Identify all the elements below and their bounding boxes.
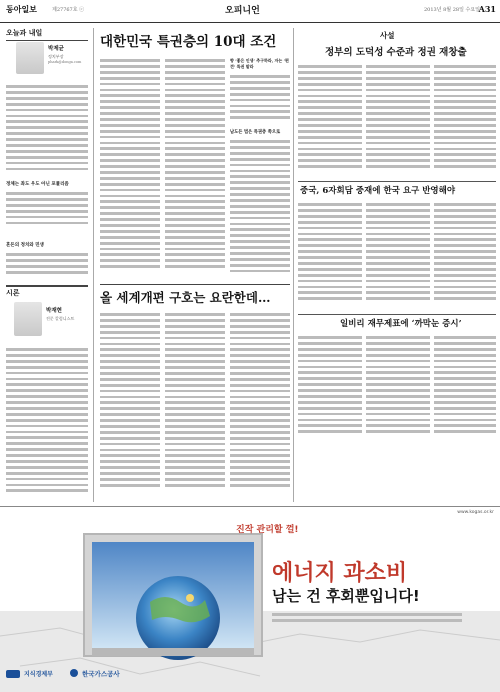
today-subhead: 정체는 좌도 우도 아닌 포퓰리즘	[6, 182, 69, 187]
ad-headline: 에너지 과소비	[272, 561, 408, 586]
today-body-1	[6, 82, 88, 177]
editorial2-col3	[434, 200, 496, 310]
article1-col3a	[230, 72, 290, 124]
editorial3-col3	[434, 333, 496, 445]
today-subhead-2: 혼돈의 정치와 민생	[6, 243, 44, 248]
ad-slogan: 진작 관리할 껄!	[236, 525, 299, 535]
article1-subhead-1: 향 ‘좋은 인생’ 추구하라, 자는 ‘편견’ 특권 말라	[230, 58, 289, 69]
page-header	[0, 0, 500, 23]
editorial1-col3	[434, 62, 496, 177]
editorial-divider-1	[298, 181, 496, 182]
today-body-3	[6, 250, 88, 280]
editorial2-col1	[298, 200, 362, 310]
editorial2-col2	[366, 200, 430, 310]
today-column	[6, 28, 88, 64]
ad-body	[272, 610, 462, 628]
article2-col3	[230, 310, 290, 500]
ad-sponsors	[6, 666, 146, 686]
columnist-name: 박재현	[46, 308, 62, 314]
column-body	[6, 345, 88, 500]
column-divider	[6, 285, 88, 287]
article1-col3b	[230, 137, 290, 281]
ad-frame-base	[92, 648, 254, 656]
column-label: 시론	[6, 288, 20, 297]
newspaper-name: 동아일보	[6, 4, 37, 14]
editorial1-col1	[298, 62, 362, 177]
editorial-divider-2	[298, 314, 496, 315]
mke-logo-icon	[6, 670, 20, 678]
today-body-2	[6, 189, 88, 231]
sun-icon	[186, 594, 194, 602]
article2-col2	[165, 310, 225, 500]
sponsor-kogas: 한국가스공사	[82, 670, 120, 678]
page-number: A31	[478, 4, 496, 14]
ad-subheadline: 남는 건 후회뿐입니다!	[272, 587, 420, 605]
kogas-logo-icon	[70, 669, 78, 677]
editorial3-col1	[298, 333, 362, 445]
article-divider	[100, 284, 290, 285]
article2-col1	[100, 310, 160, 500]
editorial-headline-1: 정부의 도덕성 수준과 정권 재창출	[325, 47, 467, 58]
editorial3-col2	[366, 333, 430, 445]
article1-col1	[100, 56, 160, 281]
editorial-headline-3: 일비리 재무제표에 ‘까막눈 증시’	[340, 319, 462, 329]
column-separator-1	[93, 28, 94, 502]
headline-privileged: 대한민국 특권층의 10대 조건	[100, 34, 277, 50]
ad-url[interactable]: www.kogas.or.kr	[457, 510, 494, 515]
issue-date: 2013년 8월 28일 수요일	[423, 7, 480, 13]
article1-subhead-2: 남도든 법은 특권층 쪽으로	[230, 130, 281, 135]
author-photo	[16, 42, 44, 74]
editorial-label: 사설	[380, 31, 395, 40]
sponsor-ministry: 지식경제부	[24, 671, 53, 678]
issue-number: 제27767호 ⓒ	[52, 7, 85, 13]
section-title: 오피니언	[225, 6, 260, 16]
columnist-title: 전문 칼럼니스트	[46, 316, 75, 321]
today-label: 오늘과 내일	[6, 28, 88, 41]
author-name: 박제균	[48, 46, 64, 52]
ad-border	[0, 506, 500, 507]
editorial-headline-2: 중국, 6자회담 중재에 한국 요구 반영해야	[300, 186, 456, 196]
editorial1-col2	[366, 62, 430, 177]
columnist-photo	[14, 302, 42, 336]
headline-tax-reform: 올 세계개편 구호는 요란한데…	[100, 290, 271, 305]
column-separator-2	[293, 28, 294, 502]
author-title: 정치부장	[48, 54, 64, 59]
article1-col2	[165, 56, 225, 281]
author-email: phark@donga.com	[48, 60, 82, 64]
energy-ad[interactable]	[0, 506, 500, 691]
